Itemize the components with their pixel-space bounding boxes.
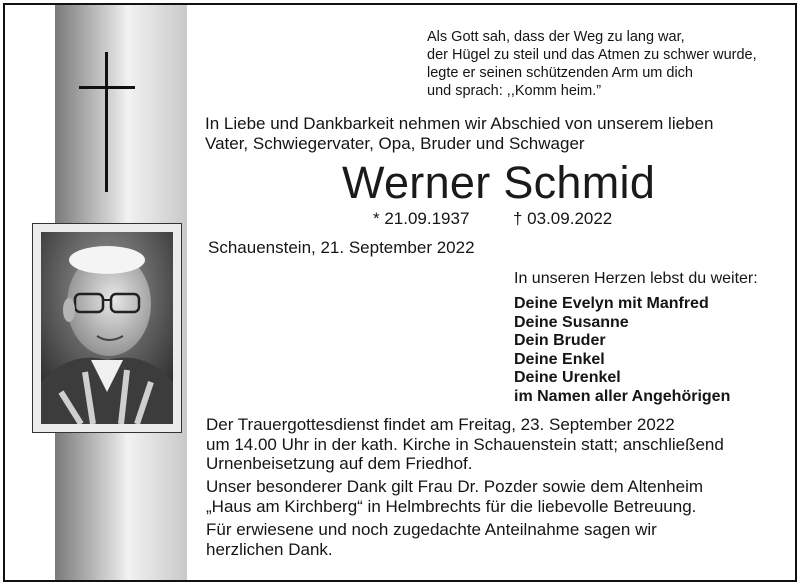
thanks-line: Unser besonderer Dank gilt Frau Dr. Pozder sowie dem Altenheim [206,477,704,496]
service-info [206,415,724,474]
portrait-frame [32,223,182,433]
mourner-entry: Deine Urenkel [514,369,621,387]
intro-line: In Liebe und Dankbarkeit nehmen wir Abschied von unserem lieben [205,114,714,133]
poem-line: und sprach: ,,Komm heim.” [427,83,602,99]
service-line: Urnenbeisetzung auf dem Friedhof. [206,454,473,473]
closing-line: herzlichen Dank. [206,539,333,559]
special-thanks [206,477,703,516]
service-line: um 14.00 Uhr in der kath. Kirche in Schauenstein statt; anschließend [206,434,724,454]
birth-date: * 21.09.1937 [373,209,470,228]
mourner-entry: Deine Susanne [514,313,629,331]
cross-icon [79,52,135,192]
mourner-entry: Deine Enkel [514,350,605,368]
obituary-notice [3,3,797,582]
closing-thanks [206,520,657,559]
portrait-photo [41,232,173,424]
poem-line: legte er seinen schützenden Arm um dich [427,65,693,81]
mourner-entry: im Namen aller Angehörigen [514,387,731,405]
thanks-line: „Haus am Kirchberg“ in Helmbrechts für die liebevolle Betreuung. [206,496,697,516]
death-date: † 03.09.2022 [513,209,613,228]
mourner-entry: Dein Bruder [514,332,606,350]
poem-line: der Hügel zu steil und das Atmen zu schwer wurde, [427,47,757,63]
poem [427,28,757,100]
intro-line: Vater, Schwiegervater, Opa, Bruder und Schwager [205,134,585,153]
mourners-list [514,295,730,407]
place-and-date: Schauenstein, 21. September 2022 [208,238,475,257]
service-line: Der Trauergottesdienst findet am Freitag, 23. September 2022 [206,415,675,434]
farewell-intro [205,114,713,154]
mourners-intro: In unseren Herzen lebst du weiter: [514,270,758,287]
poem-line: Als Gott sah, dass der Weg zu lang war, [427,29,685,45]
deceased-name: Werner Schmid [342,157,656,208]
mourner-entry: Deine Evelyn mit Manfred [514,295,709,312]
closing-line: Für erwiesene und noch zugedachte Anteilnahme sagen wir [206,520,657,539]
